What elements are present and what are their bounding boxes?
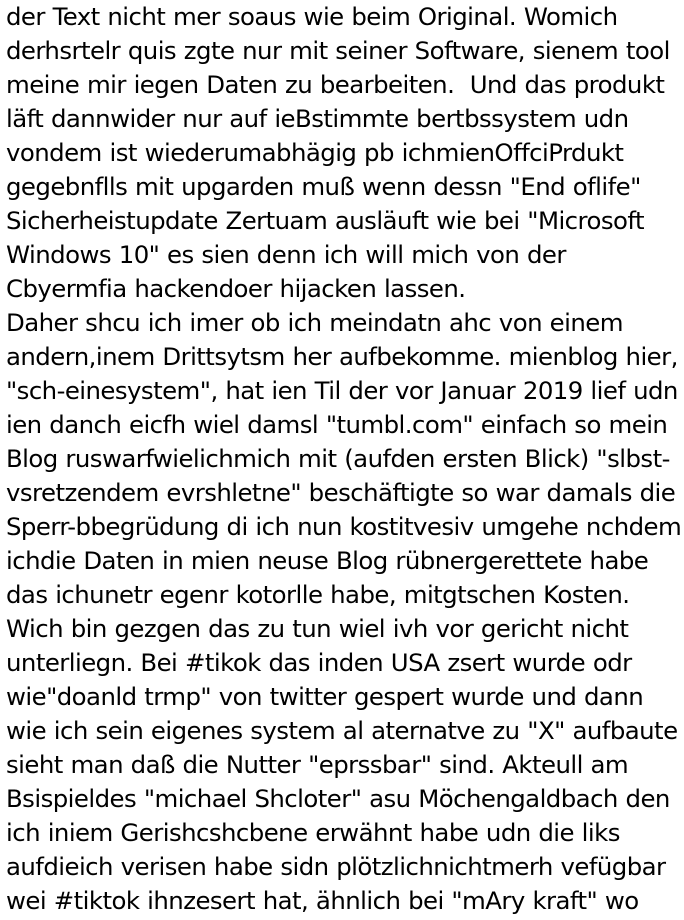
- text-line: unterliegn. Bei #tikok das inden USA zsert wurde odr: [6, 648, 632, 677]
- text-line: Cbyermfia hackendoer hijacken lassen.: [6, 274, 466, 303]
- text-line: vondem ist wiederumabhägig pb ichmienOffciPrdukt: [6, 138, 624, 167]
- text-line: derhsrtelr quis zgte nur mit seiner Software, sienem tool: [6, 36, 670, 65]
- text-line: Sperr-bbegrüdung di ich nun kostitvesiv umgehe nchdem: [6, 512, 682, 541]
- text-line: wei #tiktok ihnzesert hat, ähnlich bei "mAry kraft" wo: [6, 886, 639, 915]
- text-line: vsretzendem evrshletne" beschäftigte so war damals die: [6, 478, 676, 507]
- text-line: ien danch eicfh wiel damsl "tumbl.com" einfach so mein: [6, 410, 668, 439]
- text-line: gegebnflls mit upgarden muß wenn dessn "End oflife": [6, 172, 641, 201]
- text-line: ich iniem Gerishcshcbene erwähnt habe udn die liks: [6, 818, 620, 847]
- text-line: Windows 10" es sien denn ich will mich von der: [6, 240, 566, 269]
- document-body: [6, 0, 682, 918]
- text-line: meine mir iegen Daten zu bearbeiten. Und das produkt: [6, 70, 665, 99]
- text-line: Blog ruswarfwielichmich mit (aufden ersten Blick) "slbst-: [6, 444, 670, 473]
- text-line: andern,inem Drittsytsm her aufbekomme. mienblog hier,: [6, 342, 678, 371]
- text-line: ichdie Daten in mien neuse Blog rübnergerettete habe: [6, 546, 649, 575]
- text-line: Wich bin gezgen das zu tun wiel ivh vor gericht nicht: [6, 614, 629, 643]
- text-line: wie"doanld trmp" von twitter gespert wurde und dann: [6, 682, 644, 711]
- text-line: Sicherheistupdate Zertuam ausläuft wie bei "Microsoft: [6, 206, 644, 235]
- text-line: Bsispieldes "michael Shcloter" asu Möchengaldbach den: [6, 784, 670, 813]
- text-line: wie ich sein eigenes system al aternatve zu "X" aufbaute: [6, 716, 678, 745]
- text-line: das ichunetr egenr kotorlle habe, mitgtschen Kosten.: [6, 580, 630, 609]
- text-line: aufdieich verisen habe sidn plötzlichnichtmerh vefügbar: [6, 852, 666, 881]
- text-line: "sch-einesystem", hat ien Til der vor Januar 2019 lief udn: [6, 376, 678, 405]
- text-line: der Text nicht mer soaus wie beim Original. Womich: [6, 2, 618, 31]
- text-line: Daher shcu ich imer ob ich meindatn ahc von einem: [6, 308, 623, 337]
- text-line: läft dannwider nur auf ieBstimmte bertbssystem udn: [6, 104, 629, 133]
- text-line: sieht man daß die Nutter "eprssbar" sind. Akteull am: [6, 750, 629, 779]
